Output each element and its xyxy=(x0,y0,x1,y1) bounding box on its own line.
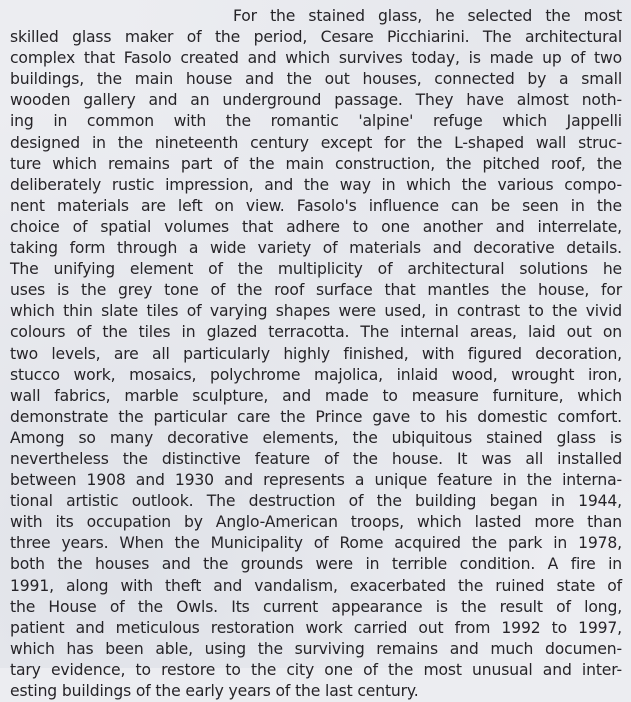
text-line: both the houses and the grounds were in terrible condition. A fire in xyxy=(10,555,622,574)
body-paragraph xyxy=(10,6,622,702)
text-line: ing in common with the romantic 'alpine' refuge which Jappelli xyxy=(10,112,622,131)
text-line: the House of the Owls. Its current appearance is the result of long, xyxy=(10,597,622,616)
text-line: For the stained glass, he selected the most xyxy=(233,7,622,25)
text-line: uses is the grey tone of the roof surface that mantles the house, for xyxy=(10,281,622,300)
text-line: complex that Fasolo created and which survives today, is made up of two xyxy=(10,49,622,68)
text-line: wooden gallery and an underground passage. They have almost noth- xyxy=(10,91,622,110)
text-line: nevertheless the distinctive feature of the house. It was all installed xyxy=(10,449,622,468)
text-line: colours of the tiles in glazed terracotta. The internal areas, laid out on xyxy=(10,323,622,342)
text-line: demonstrate the particular care the Prince gave to his domestic comfort. xyxy=(10,407,622,426)
text-line: which has been able, using the surviving remains and much documen- xyxy=(10,639,622,658)
text-line: skilled glass maker of the period, Cesare Picchiarini. The architectural xyxy=(10,28,622,47)
text-line: choice of spatial volumes that adhere to one another and interrelate, xyxy=(10,217,622,236)
text-line: between 1908 and 1930 and represents a unique feature in the interna- xyxy=(10,471,622,490)
text-line: designed in the nineteenth century except for the L-shaped wall struc- xyxy=(10,133,622,152)
text-line: three years. When the Municipality of Rome acquired the park in 1978, xyxy=(10,534,622,553)
text-line: which thin slate tiles of varying shapes were used, in contrast to the vivid xyxy=(10,302,622,321)
text-line: buildings, the main house and the out houses, connected by a small xyxy=(10,70,622,89)
text-line: patient and meticulous restoration work carried out from 1992 to 1997, xyxy=(10,618,622,637)
text-line: wall fabrics, marble sculpture, and made to measure furniture, which xyxy=(10,386,622,405)
text-line: two levels, are all particularly highly finished, with figured decoration, xyxy=(10,344,622,363)
text-line: esting buildings of the early years of the last century. xyxy=(10,682,419,700)
text-line: 1991, along with theft and vandalism, exacerbated the ruined state of xyxy=(10,576,622,595)
text-line: ture which remains part of the main construction, the pitched roof, the xyxy=(10,154,622,173)
text-line: deliberately rustic impression, and the way in which the various compo- xyxy=(10,175,622,194)
text-line: tary evidence, to restore to the city one of the most unusual and inter- xyxy=(10,660,622,679)
text-line: taking form through a wide variety of materials and decorative details. xyxy=(10,239,622,258)
text-line: stucco work, mosaics, polychrome majolica, inlaid wood, wrought iron, xyxy=(10,365,622,384)
text-line: tional artistic outlook. The destruction of the building began in 1944, xyxy=(10,492,622,511)
text-line: The unifying element of the multiplicity of architectural solutions he xyxy=(10,260,622,279)
text-line: nent materials are left on view. Fasolo's influence can be seen in the xyxy=(10,196,622,215)
text-line: with its occupation by Anglo-American troops, which lasted more than xyxy=(10,513,622,532)
text-line: Among so many decorative elements, the ubiquitous stained glass is xyxy=(10,428,622,447)
